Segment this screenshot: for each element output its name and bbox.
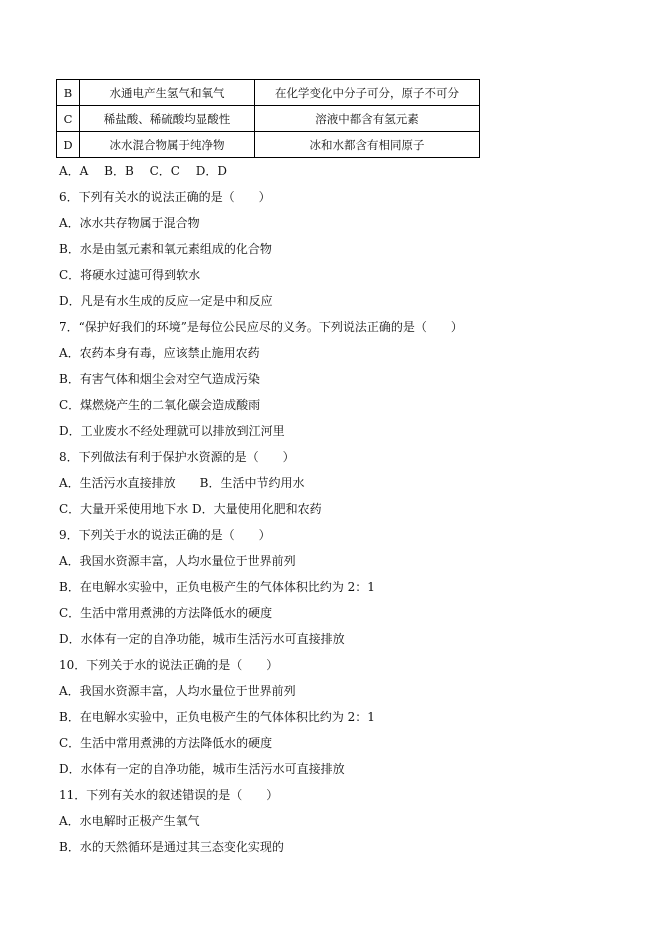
question-7-option-c: C．煤燃烧产生的二氧化碳会造成酸雨 [59, 398, 261, 412]
table-row [57, 132, 480, 158]
option-explanation: 在化学变化中分子可分，原子不可分 [255, 80, 480, 106]
answer-choices-line: A．A B．B C．C D．D [59, 164, 228, 178]
question-9-option-a: A．我国水资源丰富，人均水量位于世界前列 [59, 554, 296, 568]
table-row [57, 106, 480, 132]
question-10-option-c: C．生活中常用煮沸的方法降低水的硬度 [59, 736, 273, 750]
question-11-stem: 11．下列有关水的叙述错误的是（ ） [59, 788, 279, 802]
option-label: B [57, 80, 80, 106]
question-7-option-a: A．农药本身有毒，应该禁止施用农药 [59, 346, 260, 360]
option-explanation: 冰和水都含有相同原子 [255, 132, 480, 158]
table-row [57, 80, 480, 106]
question-7-stem: 7．“保护好我们的环境”是每位公民应尽的义务。下列说法正确的是（ ） [59, 320, 463, 334]
question-10-option-a: A．我国水资源丰富，人均水量位于世界前列 [59, 684, 296, 698]
question-11-option-a: A．水电解时正极产生氧气 [59, 814, 200, 828]
question-9-option-d: D．水体有一定的自净功能，城市生活污水可直接排放 [59, 632, 345, 646]
option-label: D [57, 132, 80, 158]
question-9-stem: 9．下列关于水的说法正确的是（ ） [59, 528, 271, 542]
option-statement: 水通电产生氢气和氧气 [80, 80, 255, 106]
option-explanation: 溶液中都含有氢元素 [255, 106, 480, 132]
question-10-option-b: B．在电解水实验中，正负电极产生的气体体积比约为 2：1 [59, 710, 375, 724]
question-6-option-b: B．水是由氢元素和氧元素组成的化合物 [59, 242, 272, 256]
answer-options-table [56, 79, 480, 158]
question-6-option-a: A．冰水共存物属于混合物 [59, 216, 200, 230]
question-7-option-b: B．有害气体和烟尘会对空气造成污染 [59, 372, 260, 386]
question-6-stem: 6．下列有关水的说法正确的是（ ） [59, 190, 271, 204]
question-6-option-d: D．凡是有水生成的反应一定是中和反应 [59, 294, 273, 308]
question-9-option-b: B．在电解水实验中，正负电极产生的气体体积比约为 2：1 [59, 580, 375, 594]
option-statement: 稀盐酸、稀硫酸均显酸性 [80, 106, 255, 132]
question-6-option-c: C．将硬水过滤可得到软水 [59, 268, 201, 282]
question-8-stem: 8．下列做法有利于保护水资源的是（ ） [59, 450, 295, 464]
question-10-stem: 10．下列关于水的说法正确的是（ ） [59, 658, 279, 672]
question-10-option-d: D．水体有一定的自净功能，城市生活污水可直接排放 [59, 762, 345, 776]
question-8-options-cd: C．大量开采使用地下水 D．大量使用化肥和农药 [59, 502, 322, 516]
option-label: C [57, 106, 80, 132]
question-8-options-ab: A．生活污水直接排放 B．生活中节约用水 [59, 476, 305, 490]
question-9-option-c: C．生活中常用煮沸的方法降低水的硬度 [59, 606, 273, 620]
question-11-option-b: B．水的天然循环是通过其三态变化实现的 [59, 840, 284, 854]
option-statement: 冰水混合物属于纯净物 [80, 132, 255, 158]
question-7-option-d: D．工业废水不经处理就可以排放到江河里 [59, 424, 285, 438]
